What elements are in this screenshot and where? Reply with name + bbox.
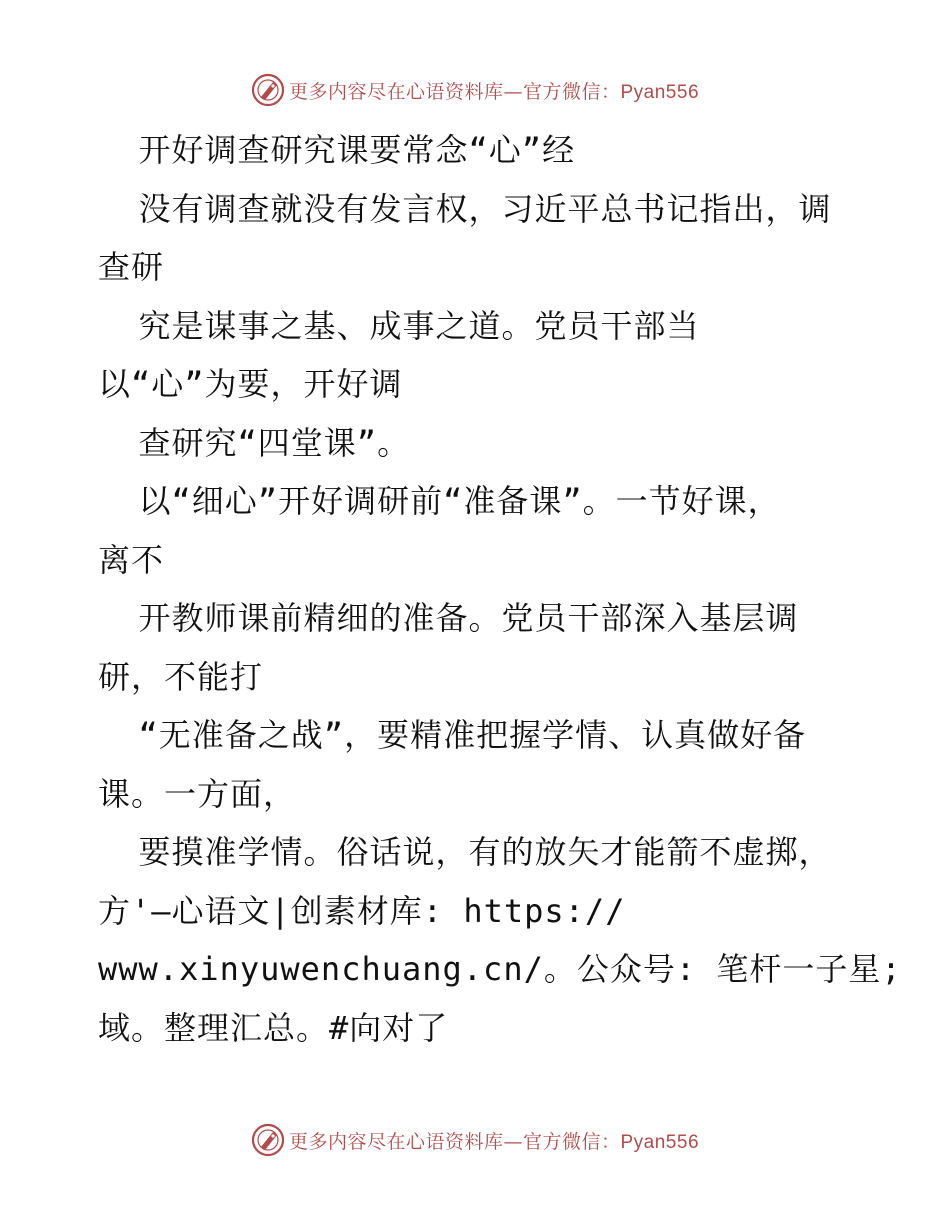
header-watermark [0,70,950,110]
header-watermark-id: Pyan556 [620,81,700,103]
text-line: 课。一方面， [98,774,297,813]
document-body [98,121,902,1057]
text-line: www.xinyuwenchuang.cn/。公众号: 笔杆一子星; [98,950,902,988]
text-line: 究是谋事之基、成事之道。党员干部当 [98,306,700,345]
text-line: 研，不能打 [98,657,264,696]
text-line: 以“心”为要，开好调 [98,365,403,403]
text-line: 开好调查研究课要常念“心”经 [98,131,576,169]
text-line: “无准备之战”，要精准把握学情、认真做好备 [98,716,807,754]
text-line: 以“细心”开好调研前“准备课”。一节好课， [98,482,781,520]
footer-watermark-id: Pyan556 [620,1131,700,1153]
pen-nib-seal-icon [251,73,285,107]
footer-watermark-label: 更多内容尽在心语资料库—官方微信： [288,1130,621,1153]
footer-watermark-text [289,1127,699,1154]
header-watermark-text [289,77,699,104]
footer-watermark [0,1120,950,1160]
text-line: 域。整理汇总。#向对了 [98,1008,449,1047]
text-line: 开教师课前精细的准备。党员干部深入基层调 [98,599,799,637]
text-line: 离不 [98,540,165,579]
text-line: 查研 [98,248,165,286]
header-watermark-label: 更多内容尽在心语资料库—官方微信： [288,80,621,103]
pen-nib-seal-icon [251,1123,285,1157]
text-line: 查研究“四堂课”。 [98,423,411,462]
text-line: 要摸准学情。俗话说，有的放矢才能箭不虚掷， [98,833,832,871]
text-line: 方'—心语文|创素材库: https:// [98,891,626,930]
text-line: 没有调查就没有发言权，习近平总书记指出，调 [98,189,832,228]
